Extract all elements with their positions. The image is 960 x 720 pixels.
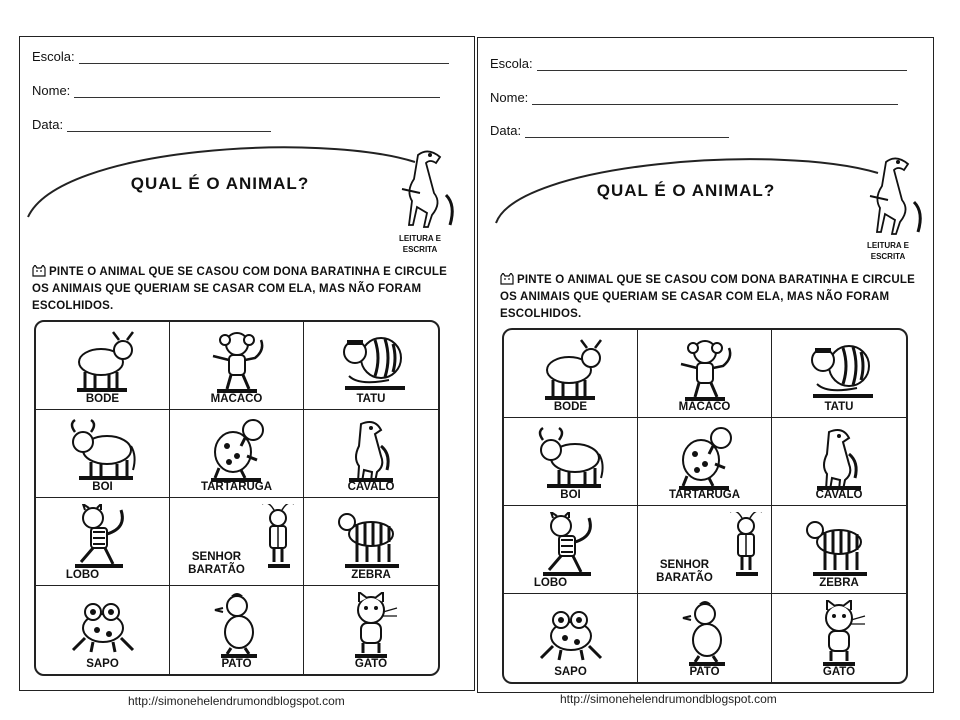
animal-cell <box>304 498 438 586</box>
date-label: Data: <box>490 123 522 138</box>
horse-icon <box>335 416 407 482</box>
animal-cell <box>36 322 170 410</box>
goat-icon <box>67 328 139 394</box>
animal-label: MACACO <box>210 393 263 405</box>
bullet-cat-icon <box>32 265 46 277</box>
animal-label: SAPO <box>86 658 119 670</box>
horse-logo-icon <box>400 145 460 235</box>
animal-cell <box>772 506 906 594</box>
animal-grid <box>34 320 440 676</box>
horse-logo-icon <box>868 152 928 242</box>
footer-url-left: http://simonehelendrumondblogspot.com <box>128 694 345 708</box>
animal-label: LOBO <box>533 577 568 589</box>
animal-cell <box>772 594 906 682</box>
goat-icon <box>535 336 607 402</box>
turtle-icon <box>669 424 741 490</box>
animal-label: TATU <box>356 393 386 405</box>
animal-cell <box>772 418 906 506</box>
animal-cell <box>170 498 304 586</box>
animal-label: BODE <box>85 393 120 405</box>
animal-label: TATU <box>824 401 854 413</box>
instruction: PINTE O ANIMAL QUE SE CASOU COM DONA BARATINHA E CIRCULE OS ANIMAIS QUE QUERIAM SE CASAR COM ELA, MAS NÃO FORAM ESCOLHIDOS. <box>32 266 447 312</box>
animal-label: TARTARUGA <box>200 481 273 493</box>
animal-label: MACACO <box>678 401 731 413</box>
animal-label: PATO <box>221 658 252 670</box>
logo-line2: ESCRITA <box>402 245 438 254</box>
animal-cell <box>170 410 304 498</box>
animal-cell <box>638 506 772 594</box>
armadillo-icon <box>335 328 407 394</box>
animal-cell <box>304 586 438 674</box>
animal-label: SENHOR BARATÃO <box>656 559 713 584</box>
worksheet-left <box>19 36 475 691</box>
monkey-icon <box>669 336 741 402</box>
animal-cell <box>772 330 906 418</box>
zebra-icon <box>335 504 407 570</box>
animal-cell <box>304 322 438 410</box>
page-title: QUAL É O ANIMAL? <box>130 174 310 193</box>
frog-icon <box>67 592 139 658</box>
animal-cell <box>36 498 170 586</box>
instruction: PINTE O ANIMAL QUE SE CASOU COM DONA BARATINHA E CIRCULE OS ANIMAIS QUE QUERIAM SE CASAR COM ELA, MAS NÃO FORAM ESCOLHIDOS. <box>500 274 915 320</box>
wolf-icon <box>535 512 607 578</box>
school-label: Escola: <box>490 56 533 71</box>
animal-label: CAVALO <box>815 489 863 501</box>
animal-cell <box>304 410 438 498</box>
animal-cell <box>36 586 170 674</box>
animal-label: LOBO <box>65 569 100 581</box>
animal-cell <box>504 506 638 594</box>
animal-label: PATO <box>689 666 720 678</box>
animal-cell <box>170 586 304 674</box>
animal-cell <box>638 594 772 682</box>
name-label: Nome: <box>32 83 71 98</box>
logo-caption <box>390 233 450 255</box>
name-label: Nome: <box>490 90 529 105</box>
animal-label: CAVALO <box>347 481 395 493</box>
animal-cell <box>504 330 638 418</box>
logo-line1: LEITURA E <box>867 241 909 250</box>
animal-cell <box>504 418 638 506</box>
footer-url-right: http://simonehelendrumondblogspot.com <box>560 692 777 706</box>
animal-label: BOI <box>92 481 113 493</box>
bullet-cat-icon <box>500 273 514 285</box>
animal-label: ZEBRA <box>351 569 391 581</box>
cat-icon <box>335 592 407 658</box>
animal-label: TARTARUGA <box>668 489 741 501</box>
animal-label: GATO <box>822 666 856 678</box>
wolf-icon <box>67 504 139 570</box>
date-label: Data: <box>32 117 64 132</box>
horse-icon <box>803 424 875 490</box>
animal-label: ZEBRA <box>819 577 859 589</box>
school-label: Escola: <box>32 49 75 64</box>
logo-caption <box>858 240 918 262</box>
page-title: QUAL É O ANIMAL? <box>596 181 776 200</box>
turtle-icon <box>201 416 273 482</box>
animal-cell <box>504 594 638 682</box>
cat-icon <box>803 600 875 666</box>
animal-cell <box>36 410 170 498</box>
animal-label: BOI <box>560 489 581 501</box>
animal-grid <box>502 328 908 684</box>
duck-icon <box>201 592 273 658</box>
zebra-icon <box>803 512 875 578</box>
instruction-text <box>500 272 930 323</box>
ox-icon <box>535 424 607 490</box>
instruction-text <box>32 264 462 315</box>
animal-label: GATO <box>354 658 388 670</box>
animal-cell <box>170 322 304 410</box>
worksheet-right <box>477 37 934 693</box>
frog-icon <box>535 600 607 666</box>
monkey-icon <box>201 328 273 394</box>
animal-label: SAPO <box>554 666 587 678</box>
ox-icon <box>67 416 139 482</box>
logo-line1: LEITURA E <box>399 234 441 243</box>
animal-cell <box>638 330 772 418</box>
logo-line2: ESCRITA <box>870 252 906 261</box>
duck-icon <box>669 600 741 666</box>
armadillo-icon <box>803 336 875 402</box>
animal-label: SENHOR BARATÃO <box>188 551 245 576</box>
animal-cell <box>638 418 772 506</box>
animal-label: BODE <box>553 401 588 413</box>
